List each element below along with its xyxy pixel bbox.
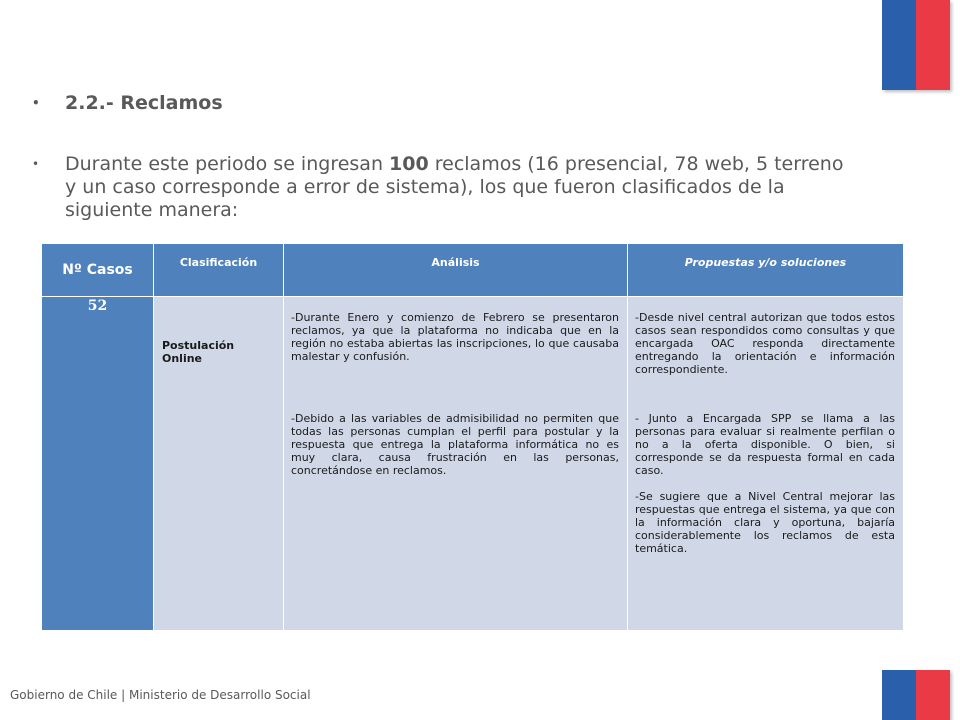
analisis-paragraph: -Debido a las variables de admisibilidad no permiten que todas las personas cumplan el perfil para postular y la respuesta que entrega la plataforma informática no es muy clara, causa frustración en las personas, concretándose en reclamos. (291, 412, 619, 477)
intro-text-before: Durante este periodo se ingresan (65, 153, 390, 175)
cell-casos: 52 (42, 297, 154, 631)
footer-text: Gobierno de Chile | Ministerio de Desarrollo Social (10, 688, 311, 702)
header-casos: Nº Casos (42, 244, 154, 297)
flag-red-stripe (916, 0, 950, 90)
reclamos-table (41, 243, 904, 631)
chile-flag-logo-bottom (882, 670, 950, 720)
analisis-paragraph: -Durante Enero y comienzo de Febrero se presentaron reclamos, ya que la plataforma no indicaba que en la región no estaba abiertas las inscripciones, lo que causaba malestar y confusión. (291, 311, 619, 363)
table-header-row (42, 244, 904, 297)
propuesta-paragraph: -Se sugiere que a Nivel Central mejorar las respuestas que entrega el sistema, ya que con la información clara y oportuna, bajaría considerablemente los reclamos de esta temática. (635, 490, 895, 555)
header-analisis: Análisis (284, 244, 628, 297)
cell-propuestas (628, 297, 904, 631)
bullet-list (32, 92, 852, 222)
table-row (42, 297, 904, 631)
bullet-dot-icon: • (32, 157, 40, 171)
cell-clasificacion: Postulación Online (154, 297, 284, 631)
cell-analisis (284, 297, 628, 631)
chile-flag-logo-top (882, 0, 950, 90)
bullet-dot-icon: • (32, 96, 40, 110)
header-clasificacion: Clasificación (154, 244, 284, 297)
header-propuestas: Propuestas y/o soluciones (628, 244, 904, 297)
flag-blue-stripe (882, 0, 916, 90)
intro-paragraph (32, 153, 852, 222)
flag-red-stripe (916, 670, 950, 720)
propuesta-paragraph: -Desde nivel central autorizan que todos estos casos sean respondidos como consultas y que encargada OAC responda directamente entregando la orientación e información correspondiente. (635, 311, 895, 376)
propuesta-paragraph: - Junto a Encargada SPP se llama a las personas para evaluar si realmente perfilan o no a la oferta disponible. O bien, si corresponde se da respuesta formal en cada caso. (635, 412, 895, 477)
section-heading: • 2.2.- Reclamos (32, 92, 223, 114)
intro-count: 100 (389, 153, 429, 175)
flag-blue-stripe (882, 670, 916, 720)
intro-text-after: reclamos (16 presencial, 78 web, 5 terreno y un caso corresponde a error de sistema), los que fueron clasificados de la siguiente manera: (65, 153, 844, 221)
